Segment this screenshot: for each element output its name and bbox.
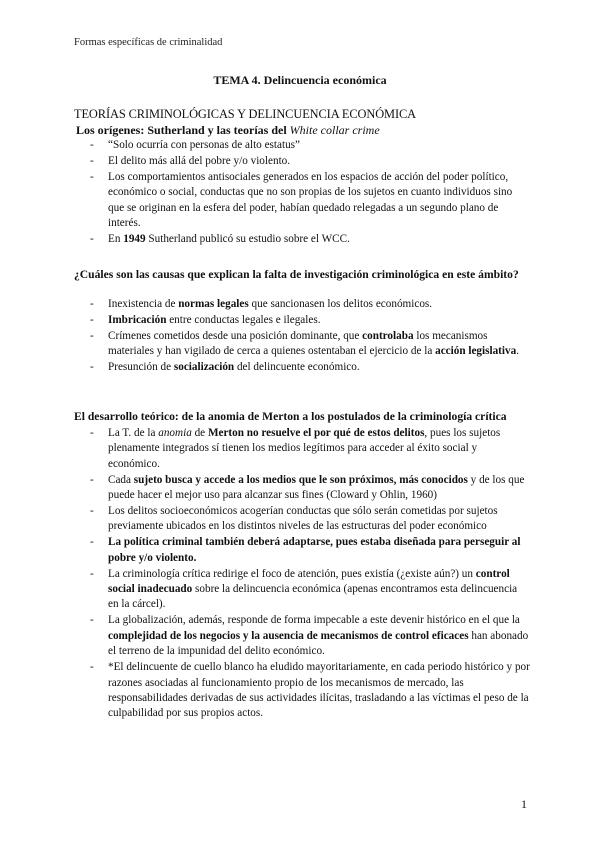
bullet-text: que sancionasen los delitos económicos. [248, 298, 433, 310]
theory-heading: El desarrollo teórico: de la anomia de Merton a los postulados de la criminología crítica [74, 410, 507, 423]
bullet-text: acción legislativa [435, 345, 517, 358]
bullet-text: La T. de la [108, 427, 159, 439]
origins-heading-text: Los orígenes: Sutherland y las teorías del [76, 123, 287, 137]
bullet-item [90, 473, 530, 504]
bullet-item [90, 567, 530, 613]
bullet-item [90, 360, 530, 375]
origins-heading-italic: White collar crime [289, 123, 380, 137]
bullet-item [90, 170, 530, 232]
section-title: TEORÍAS CRIMINOLÓGICAS Y DELINCUENCIA ECONÓMICA [74, 107, 417, 121]
bullet-text: Inexistencia de [108, 298, 179, 310]
bullet-text: Crímenes cometidos desde una posición dominante, que [108, 329, 363, 342]
bullet-text: 1949 [123, 232, 146, 245]
bullet-item [90, 313, 530, 328]
causes-question: ¿Cuáles son las causas que explican la falta de investigación criminológica en este ámbito? [74, 268, 519, 281]
bullet-text: controlaba [362, 329, 414, 342]
bullet-text: “Solo ocurría con personas de alto estatus” [108, 139, 300, 151]
bullet-text: normas legales [178, 298, 249, 310]
bullet-item [90, 660, 530, 722]
bullet-text: los mecanismos materiales y han vigilado de cerca a quienes ostentaban el ejercicio de la [108, 329, 488, 358]
bullet-text: Sutherland publicó su estudio sobre el WCC. [145, 232, 350, 245]
bullet-item [90, 138, 530, 153]
bullet-text: del delincuente económico. [234, 361, 360, 374]
page-number: 1 [521, 797, 527, 811]
origins-heading [76, 123, 380, 138]
bullet-text: *El delincuente de cuello blanco ha eludido mayoritariamente, en cada periodo histórico y por razones asociadas al funcionamiento propio de los mecanismos de mercado, las responsabilidades derivadas de sus actividades ilícitas, trasladando a las víctimas el peso de la culpabilidad por sus propios actos. [108, 661, 530, 720]
bullet-text: Los delitos socioeconómicos acogerían conductas que sólo serán cometidas por sujetos previamente ubicados en los distintos niveles de las estructuras del poder económico [108, 505, 498, 533]
bullet-item [90, 504, 530, 535]
bullet-text: socialización [173, 361, 235, 374]
bullet-item [90, 426, 530, 472]
running-header: Formas específicas de criminalidad [74, 37, 223, 48]
bullet-item [90, 535, 530, 566]
bullet-text: control social inadecuado [108, 567, 510, 596]
bullet-text: anomia [158, 427, 192, 439]
bullet-text: Los comportamientos antisociales generados en los espacios de acción del poder político, económico o social, conductas que no son propias de los sujetos en cuanto individuos sino que se originan en la esfera del poder, habían quedado relegadas a un segundo plano de interés. [108, 170, 513, 230]
bullet-text: Merton no resuelve el por qué de estos delitos [207, 427, 425, 439]
bullet-text: sujeto busca y accede a los medios que le son próximos, más conocidos [133, 473, 468, 486]
origins-bullets [90, 138, 530, 248]
bullet-text: han abonado el terreno de la impunidad del delito económico. [108, 629, 529, 658]
bullet-text: En [108, 232, 124, 245]
bullet-text: La criminología crítica redirige el foco de atención, pues existía (¿existe aún?) un [108, 567, 476, 580]
bullet-item [90, 232, 530, 247]
bullet-text: de [191, 427, 208, 439]
page-title: TEMA 4. Delincuencia económica [213, 73, 387, 87]
bullet-text: , pues los sujetos plenamente integrados sí tienen los medios legítimos para acceder al éxito social y económico. [108, 427, 501, 470]
bullet-item [90, 329, 530, 360]
bullet-text: sobre la delincuencia económica (apenas encontramos esta delincuencia en la cárcel). [108, 583, 518, 611]
bullet-text: Presunción de [108, 361, 174, 374]
bullet-item [90, 613, 530, 659]
bullet-text: Cada [108, 473, 134, 486]
bullet-text: La política criminal también deberá adaptarse, pues estaba diseñada para perseguir al pobre y/o violento. [108, 536, 521, 564]
bullet-text: . [516, 345, 519, 358]
bullet-text: La globalización, además, responde de forma impecable a este devenir histórico en el que la [108, 614, 520, 627]
bullet-item [90, 154, 530, 169]
bullet-item [90, 297, 530, 312]
bullet-text: El delito más allá del pobre y/o violento. [108, 154, 291, 167]
theory-bullets [90, 426, 530, 722]
causes-bullets [90, 297, 530, 376]
bullet-text: y de los que puede hacer el mejor uso para alcanzar sus fines (Cloward y Ohlin, 1960) [108, 473, 525, 502]
bullet-text: Imbricación [108, 313, 167, 326]
bullet-text: entre conductas legales e ilegales. [166, 313, 321, 326]
bullet-text: complejidad de los negocios y la ausencia de mecanismos de control eficaces [108, 629, 469, 642]
